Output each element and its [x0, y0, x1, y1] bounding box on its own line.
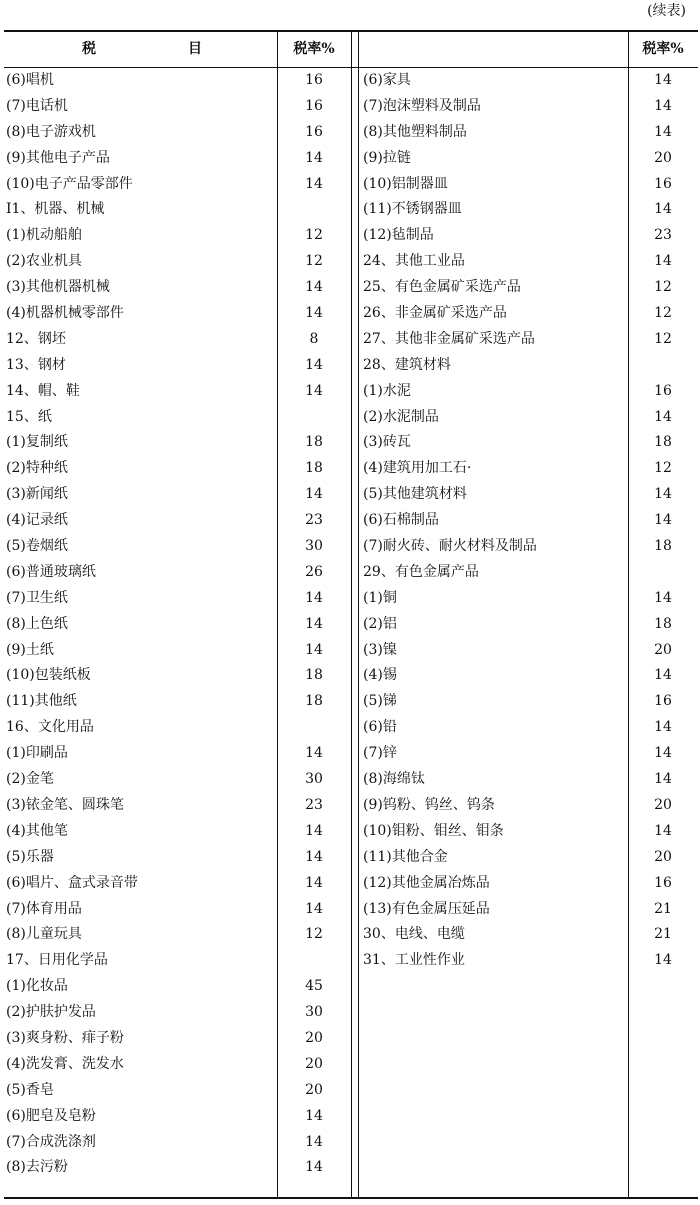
- tax-rate-value: 14: [654, 512, 672, 529]
- item-label: (2)护肤护发品: [6, 1004, 96, 1021]
- item-label: (7)锌: [363, 745, 397, 762]
- table-row: [4, 120, 351, 146]
- tax-rate-value: 23: [305, 796, 323, 813]
- item-label: (5)锑: [363, 693, 397, 710]
- table-row: [358, 897, 698, 923]
- tax-rate-value: 20: [654, 149, 672, 166]
- tax-rate-value: 16: [654, 175, 672, 192]
- tax-rate-value: 14: [654, 201, 672, 218]
- right-column: [358, 68, 698, 974]
- item-label: 13、钢材: [6, 356, 66, 373]
- table-row: [4, 482, 351, 508]
- tax-rate-value: 23: [654, 227, 672, 244]
- item-label: (6)石棉制品: [363, 512, 439, 529]
- item-label: (11)不锈钢器皿: [363, 201, 462, 218]
- tax-rate-value: 12: [305, 253, 323, 270]
- item-label: (6)唱片、盒式录音带: [6, 874, 138, 891]
- table-row: [4, 897, 351, 923]
- tax-rate-value: 14: [305, 874, 323, 891]
- item-label: (2)水泥制品: [363, 408, 439, 425]
- table-row: [358, 327, 698, 353]
- tax-rate-value: 14: [654, 952, 672, 969]
- item-label: (11)其他合金: [363, 848, 448, 865]
- item-label: (7)合成洗涤剂: [6, 1133, 96, 1150]
- table-row: [4, 922, 351, 948]
- table-row: [4, 819, 351, 845]
- table-row: [4, 68, 351, 94]
- tax-rate-value: 18: [654, 538, 672, 555]
- header-rate-left: 税率%: [293, 41, 335, 57]
- tax-rate-value: 14: [305, 1133, 323, 1150]
- tax-rate-value: 20: [305, 1081, 323, 1098]
- table-row: [4, 663, 351, 689]
- item-label: (6)唱机: [6, 72, 54, 88]
- column-divider: [351, 32, 352, 1197]
- tax-rate-value: 8: [309, 330, 319, 347]
- item-label: (9)钨粉、钨丝、钨条: [363, 796, 495, 813]
- item-label: 25、有色金属矿采选产品: [363, 279, 521, 296]
- table-row: [358, 793, 698, 819]
- tax-rate-value: 20: [654, 796, 672, 813]
- item-label: (7)泡沫塑料及制品: [363, 97, 481, 114]
- table-row: [4, 146, 351, 172]
- tax-rate-value: 21: [654, 926, 672, 943]
- item-label: (1)印刷品: [6, 745, 68, 762]
- table-row: [4, 197, 351, 223]
- tax-rate-value: 16: [305, 72, 323, 88]
- tax-rate-value: 20: [654, 848, 672, 865]
- tax-rate-value: 14: [654, 771, 672, 788]
- tax-rate-value: 14: [305, 745, 323, 762]
- item-label: (10)铝制器皿: [363, 175, 448, 192]
- item-label: (1)铜: [363, 589, 397, 606]
- table-row: [358, 638, 698, 664]
- tax-rate-value: 16: [305, 97, 323, 114]
- tax-rate-value: 16: [654, 382, 672, 399]
- table-row: [358, 120, 698, 146]
- tax-rate-value: 18: [654, 615, 672, 632]
- item-label: 29、有色金属产品: [363, 563, 479, 580]
- item-label: (1)复制纸: [6, 434, 68, 451]
- table-row: [4, 94, 351, 120]
- table-row: [4, 508, 351, 534]
- item-label: (7)电话机: [6, 97, 68, 114]
- item-label: (4)记录纸: [6, 512, 68, 529]
- table-row: [4, 1104, 351, 1130]
- tax-rate-value: 14: [654, 719, 672, 736]
- header-item-char1: 税: [82, 41, 96, 57]
- table-row: [358, 767, 698, 793]
- tax-rate-value: 20: [305, 1029, 323, 1046]
- table-row: [358, 819, 698, 845]
- table-row: [4, 456, 351, 482]
- item-label: (8)电子游戏机: [6, 123, 96, 140]
- item-label: 12、钢坯: [6, 330, 66, 347]
- table-row: [358, 741, 698, 767]
- table-row: [4, 172, 351, 198]
- item-label: (10)包装纸板: [6, 667, 91, 684]
- tax-rate-value: 14: [654, 667, 672, 684]
- table-row: [4, 689, 351, 715]
- item-label: (6)肥皂及皂粉: [6, 1107, 96, 1124]
- tax-rate-value: 14: [305, 149, 323, 166]
- tax-rate-value: 14: [305, 641, 323, 658]
- tax-rate-value: 14: [305, 486, 323, 503]
- table-row: [358, 715, 698, 741]
- item-label: 27、其他非金属矿采选产品: [363, 330, 535, 347]
- item-label: (3)爽身粉、痱子粉: [6, 1029, 124, 1046]
- tax-rate-value: 12: [305, 227, 323, 244]
- tax-rate-value: 14: [654, 589, 672, 606]
- table-row: [358, 922, 698, 948]
- table-row: [358, 612, 698, 638]
- table-row: [358, 353, 698, 379]
- table-row: [358, 560, 698, 586]
- item-label: (3)新闻纸: [6, 486, 68, 503]
- item-label: 31、工业性作业: [363, 952, 465, 969]
- tax-rate-value: 14: [305, 1107, 323, 1124]
- item-label: (2)农业机具: [6, 253, 82, 270]
- item-label: 24、其他工业品: [363, 253, 465, 270]
- tax-rate-value: 14: [305, 589, 323, 606]
- table-row: [358, 223, 698, 249]
- item-label: (1)水泥: [363, 382, 411, 399]
- item-label: (4)锡: [363, 667, 397, 684]
- item-label: (10)钼粉、钼丝、钼条: [363, 822, 504, 839]
- table-row: [358, 275, 698, 301]
- item-label: (4)建筑用加工石·: [363, 460, 472, 477]
- item-label: (7)卫生纸: [6, 589, 68, 606]
- table-row: [4, 301, 351, 327]
- header-rate-right: 税率%: [642, 41, 684, 57]
- table-row: [358, 379, 698, 405]
- table-row: [4, 1026, 351, 1052]
- table-row: [4, 249, 351, 275]
- tax-rate-value: 14: [654, 486, 672, 503]
- tax-rate-value: 14: [305, 1159, 323, 1176]
- table-row: [358, 845, 698, 871]
- header-item: [4, 32, 277, 67]
- tax-rate-value: 18: [305, 693, 323, 710]
- table-row: [4, 845, 351, 871]
- tax-rate-value: 18: [305, 460, 323, 477]
- left-column: [4, 68, 351, 1181]
- table-row: [358, 456, 698, 482]
- table-row: [358, 871, 698, 897]
- table-row: [4, 379, 351, 405]
- tax-rate-value: 14: [305, 279, 323, 296]
- item-label: (11)其他纸: [6, 693, 77, 710]
- header-item-char2: 目: [188, 41, 202, 57]
- table-row: [4, 275, 351, 301]
- item-label: (8)去污粉: [6, 1159, 68, 1176]
- table-row: [4, 871, 351, 897]
- tax-rate-value: 14: [305, 356, 323, 373]
- table-row: [4, 741, 351, 767]
- table-row: [4, 560, 351, 586]
- item-label: (1)机动船舶: [6, 227, 82, 244]
- table-row: [4, 1155, 351, 1181]
- tax-rate-value: 30: [305, 538, 323, 555]
- tax-rate-value: 14: [305, 382, 323, 399]
- tax-rate-value: 14: [305, 848, 323, 865]
- item-label: 14、帽、鞋: [6, 382, 80, 399]
- item-label: (6)铅: [363, 719, 397, 736]
- table-row: [4, 223, 351, 249]
- item-label: (5)其他建筑材料: [363, 486, 467, 503]
- item-label: (4)洗发膏、洗发水: [6, 1055, 124, 1072]
- table-row: [4, 1052, 351, 1078]
- item-label: (5)香皂: [6, 1081, 54, 1098]
- tax-rate-value: 12: [654, 305, 672, 322]
- tax-rate-value: 14: [305, 305, 323, 322]
- item-label: (4)其他笔: [6, 822, 68, 839]
- table-row: [358, 689, 698, 715]
- item-label: 28、建筑材料: [363, 356, 451, 373]
- tax-rate-value: 14: [654, 253, 672, 270]
- tax-rate-value: 16: [305, 123, 323, 140]
- table-row: [358, 948, 698, 974]
- item-label: (8)上色纸: [6, 615, 68, 632]
- tax-rate-value: 20: [305, 1055, 323, 1072]
- table-row: [358, 586, 698, 612]
- tax-rate-value: 18: [305, 434, 323, 451]
- item-label: (9)其他电子产品: [6, 149, 110, 166]
- table-row: [4, 327, 351, 353]
- table-row: [358, 172, 698, 198]
- table-row: [4, 715, 351, 741]
- item-label: (3)砖瓦: [363, 434, 411, 451]
- item-label: (9)拉链: [363, 149, 411, 166]
- table-row: [4, 1078, 351, 1104]
- item-label: (7)耐火砖、耐火材料及制品: [363, 538, 537, 555]
- item-label: (9)土纸: [6, 641, 54, 658]
- tax-rate-value: 14: [654, 97, 672, 114]
- table-row: [4, 1130, 351, 1156]
- tax-rate-value: 14: [654, 745, 672, 762]
- tax-rate-value: 16: [654, 693, 672, 710]
- table-row: [4, 638, 351, 664]
- item-label: (4)机器机械零部件: [6, 305, 124, 322]
- table-row: [358, 508, 698, 534]
- tax-rate-value: 12: [654, 279, 672, 296]
- tax-rate-value: 14: [305, 900, 323, 917]
- item-label: 16、文化用品: [6, 719, 94, 736]
- item-label: (6)家具: [363, 72, 411, 88]
- table-row: [4, 405, 351, 431]
- item-label: (2)金笔: [6, 771, 54, 788]
- item-label: (12)毡制品: [363, 227, 434, 244]
- tax-rate-value: 21: [654, 900, 672, 917]
- tax-rate-value: 14: [305, 175, 323, 192]
- item-label: (8)其他塑料制品: [363, 123, 467, 140]
- table-row: [4, 1000, 351, 1026]
- table-row: [4, 767, 351, 793]
- table-row: [358, 534, 698, 560]
- table-row: [358, 430, 698, 456]
- item-label: (5)卷烟纸: [6, 538, 68, 555]
- item-label: (7)体育用品: [6, 900, 82, 917]
- table-row: [4, 974, 351, 1000]
- item-label: (12)其他金属冶炼品: [363, 874, 490, 891]
- tax-rate-value: 23: [305, 512, 323, 529]
- table-row: [4, 612, 351, 638]
- tax-rate-value: 14: [305, 615, 323, 632]
- table-row: [358, 197, 698, 223]
- tax-rate-value: 12: [654, 330, 672, 347]
- table-row: [4, 430, 351, 456]
- item-label: (8)海绵钛: [363, 771, 425, 788]
- item-label: 30、电线、电缆: [363, 926, 465, 943]
- tax-rate-value: 18: [305, 667, 323, 684]
- item-label: 15、纸: [6, 408, 52, 425]
- continuation-note: (续表): [647, 3, 686, 19]
- tax-rate-table: [4, 30, 698, 1199]
- item-label: (10)电子产品零部件: [6, 175, 133, 192]
- tax-rate-value: 30: [305, 1004, 323, 1021]
- tax-rate-value: 30: [305, 771, 323, 788]
- item-label: (3)铱金笔、圆珠笔: [6, 796, 124, 813]
- item-label: (2)特种纸: [6, 460, 68, 477]
- table-row: [358, 94, 698, 120]
- item-label: (3)镍: [363, 641, 397, 658]
- item-label: (6)普通玻璃纸: [6, 563, 96, 580]
- tax-rate-value: 12: [654, 460, 672, 477]
- table-row: [4, 534, 351, 560]
- table-row: [358, 249, 698, 275]
- tax-rate-value: 12: [305, 926, 323, 943]
- tax-rate-value: 18: [654, 434, 672, 451]
- table-row: [358, 301, 698, 327]
- item-label: 17、日用化学品: [6, 952, 108, 969]
- tax-rate-value: 26: [305, 563, 323, 580]
- table-row: [4, 948, 351, 974]
- table-row: [4, 353, 351, 379]
- tax-rate-value: 45: [305, 978, 323, 995]
- table-row: [4, 793, 351, 819]
- item-label: (5)乐器: [6, 848, 54, 865]
- table-row: [358, 68, 698, 94]
- tax-rate-value: 14: [305, 822, 323, 839]
- item-label: (13)有色金属压延品: [363, 900, 490, 917]
- item-label: 26、非金属矿采选产品: [363, 305, 507, 322]
- item-label: (3)其他机器机械: [6, 279, 110, 296]
- table-row: [358, 663, 698, 689]
- item-label: I1、机器、机械: [6, 201, 105, 218]
- tax-rate-value: 20: [654, 641, 672, 658]
- table-row: [358, 482, 698, 508]
- item-label: (1)化妆品: [6, 978, 68, 995]
- tax-rate-value: 14: [654, 123, 672, 140]
- table-row: [358, 146, 698, 172]
- table-row: [358, 405, 698, 431]
- item-label: (8)儿童玩具: [6, 926, 82, 943]
- tax-rate-value: 16: [654, 874, 672, 891]
- tax-rate-value: 14: [654, 822, 672, 839]
- tax-rate-value: 14: [654, 72, 672, 88]
- tax-rate-value: 14: [654, 408, 672, 425]
- table-row: [4, 586, 351, 612]
- item-label: (2)铝: [363, 615, 397, 632]
